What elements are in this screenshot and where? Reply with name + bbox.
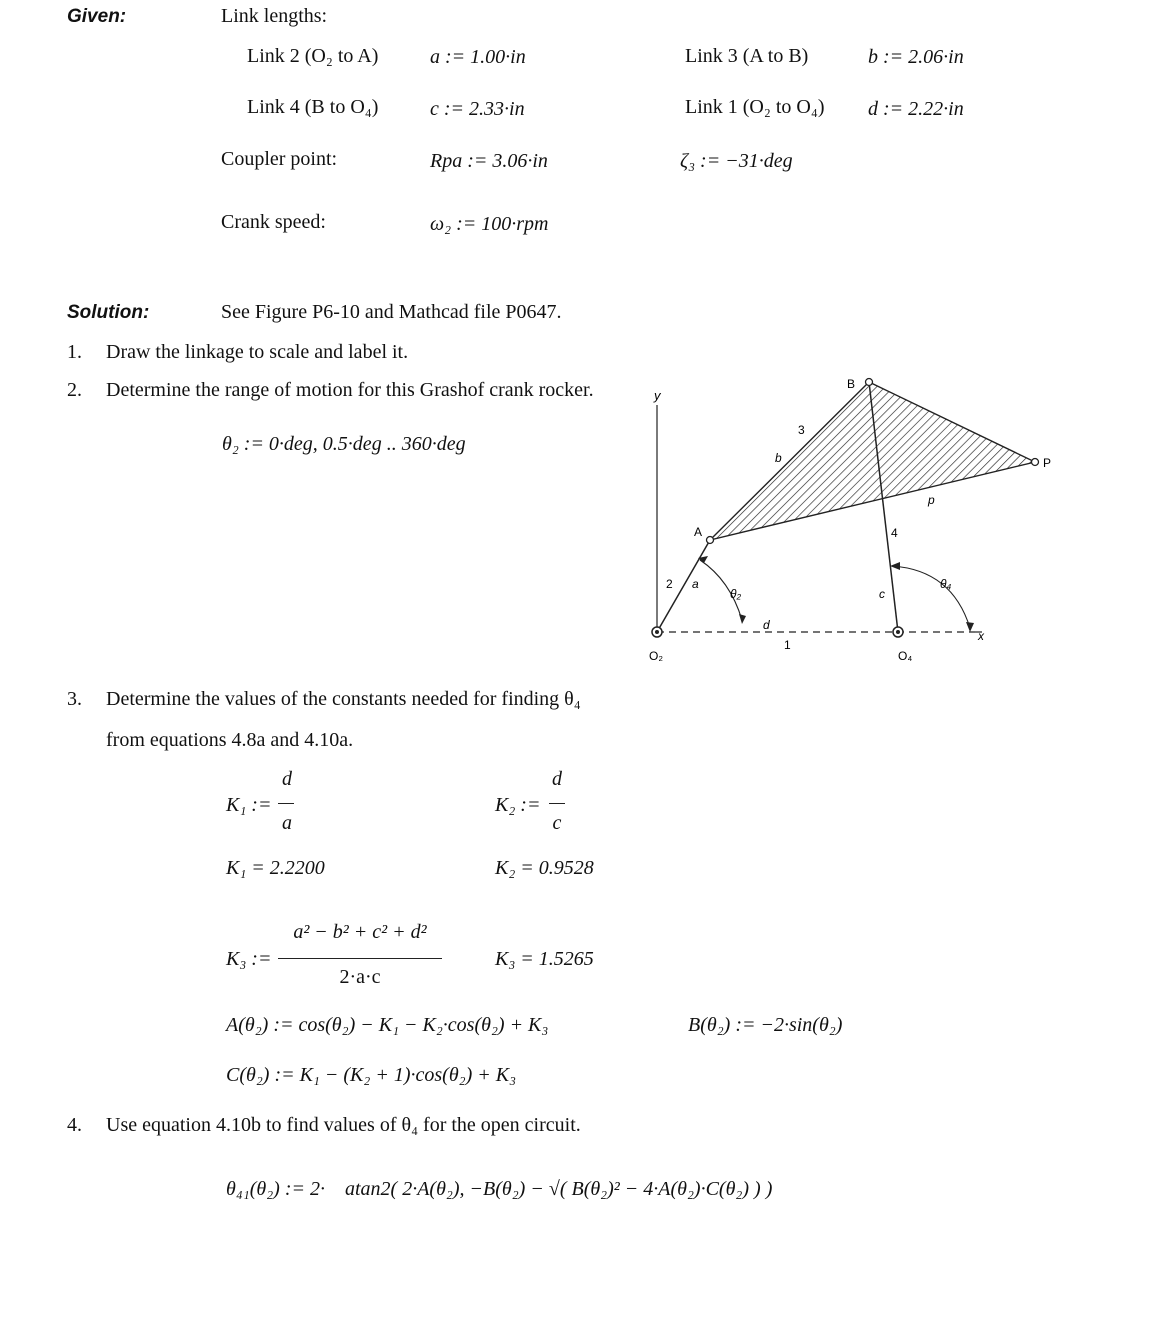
k3-denominator: 2·a·c [339, 966, 381, 988]
label-p-length: p [928, 493, 935, 507]
label-link-4: 4 [891, 526, 898, 540]
k1-denominator: a [282, 812, 292, 834]
link2-label: Link 2 (O₂ to A) [247, 45, 379, 67]
label-c-length: c [879, 587, 885, 601]
label-d-length: d [763, 618, 770, 632]
theta4-arc [892, 566, 970, 628]
step2-text: Determine the range of motion for this Grashof crank rocker. [106, 379, 594, 401]
k2-def-lhs: K₂ := [495, 794, 541, 816]
point-p [1032, 459, 1039, 466]
a-function-eq: A(θ₂) := cos(θ₂) − K₁ − K₂·cos(θ₂) + K₃ [226, 1014, 549, 1036]
link3-value: b := 2.06·in [868, 46, 964, 68]
label-b-length: b [775, 451, 782, 465]
link4-label: Link 4 (B to O₄) [247, 96, 379, 118]
c-function-eq: C(θ₂) := K₁ − (K₂ + 1)·cos(θ₂) + K₃ [226, 1064, 517, 1086]
k2-fraction-bar [549, 803, 565, 804]
link2-value: a := 1.00·in [430, 46, 526, 68]
label-link-3: 3 [798, 423, 805, 437]
label-x: x [978, 629, 984, 643]
k1-result: K₁ = 2.2200 [226, 857, 325, 879]
label-y: y [654, 388, 661, 403]
label-a-length: a [692, 577, 699, 591]
theta41-rhs: atan2( 2·A(θ₂), −B(θ₂) − √( B(θ₂)² − 4·A(θ₂)·C(θ₂) ) ) [345, 1178, 773, 1200]
label-link-2: 2 [666, 577, 673, 591]
label-o2: O₂ [649, 649, 663, 663]
joint-a [707, 537, 714, 544]
k1-def-lhs: K₁ := [226, 794, 272, 816]
label-p-point: P [1043, 456, 1052, 470]
step3-text-line1: Determine the values of the constants needed for finding θ₄ [106, 688, 581, 710]
label-theta2: θ₂ [730, 587, 742, 601]
coupler-label: Coupler point: [221, 148, 338, 170]
theta2-range: θ₂ := 0·deg, 0.5·deg .. 360·deg [222, 433, 466, 455]
link1-value: d := 2.22·in [868, 98, 964, 120]
link1-label: Link 1 (O₂ to O₄) [685, 96, 825, 118]
coupler-angle: ζ₃ := −31·deg [680, 150, 793, 172]
step1-number: 1. [67, 341, 82, 363]
link4-value: c := 2.33·in [430, 98, 525, 120]
label-link-1: 1 [784, 638, 791, 652]
crank-value: ω₂ := 100·rpm [430, 213, 549, 235]
joint-b [866, 379, 873, 386]
k3-numerator: a² − b² + c² + d² [293, 921, 427, 943]
step4-text: Use equation 4.10b to find values of θ₄ for the open circuit. [106, 1114, 581, 1136]
step1-text: Draw the linkage to scale and label it. [106, 341, 409, 363]
coupler-value: Rpa := 3.06·in [430, 150, 548, 172]
k3-def-lhs: K₃ := [226, 948, 272, 970]
crank-label: Crank speed: [221, 211, 326, 233]
k2-denominator: c [552, 812, 562, 834]
solution-intro: See Figure P6-10 and Mathcad file P0647. [221, 301, 562, 323]
label-o4: O₄ [898, 649, 913, 663]
label-theta4: θ₄ [940, 577, 952, 591]
link3-label: Link 3 (A to B) [685, 45, 809, 67]
label-a-joint: A [694, 525, 703, 539]
step4-number: 4. [67, 1114, 82, 1136]
label-b-joint: B [847, 377, 856, 391]
k3-result: K₃ = 1.5265 [495, 948, 594, 970]
b-function-eq: B(θ₂) := −2·sin(θ₂) [688, 1014, 843, 1036]
k1-fraction-bar [278, 803, 294, 804]
step3-text-line2: from equations 4.8a and 4.10a. [106, 729, 354, 751]
k3-fraction-bar [278, 958, 442, 959]
step2-number: 2. [67, 379, 82, 401]
k2-numerator: d [552, 768, 562, 790]
link-lengths-label: Link lengths: [221, 5, 328, 27]
theta41-lhs: θ₄₁(θ₂) := 2· [226, 1178, 325, 1200]
k2-result: K₂ = 0.9528 [495, 857, 594, 879]
k1-numerator: d [282, 768, 292, 790]
given-heading: Given: [67, 6, 127, 27]
solution-heading: Solution: [67, 302, 150, 323]
linkage-figure [630, 370, 1052, 680]
link-2 [657, 540, 710, 632]
step3-number: 3. [67, 688, 82, 710]
